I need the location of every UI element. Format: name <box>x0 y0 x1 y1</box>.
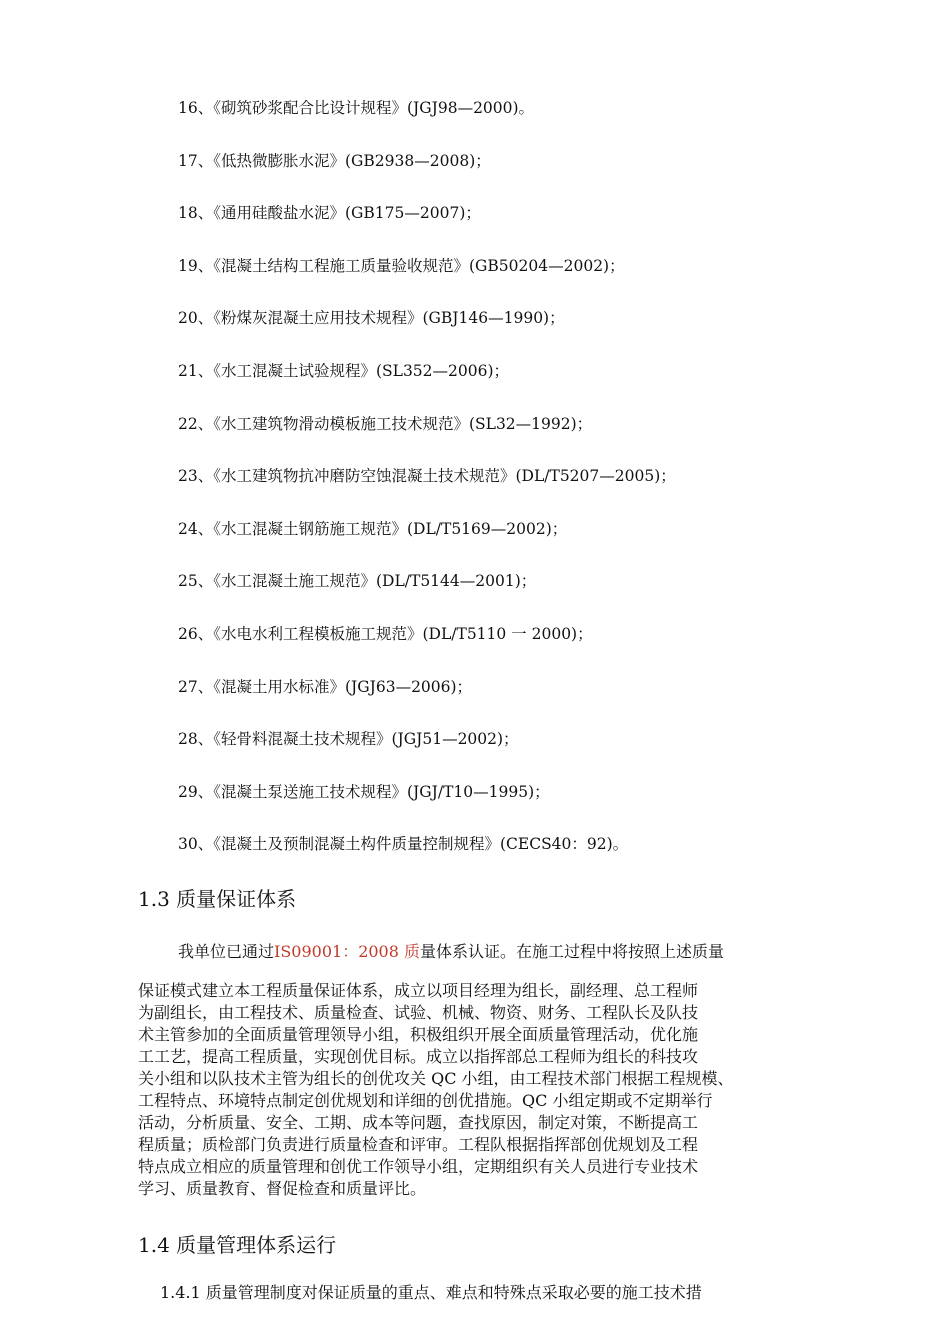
standard-number: 28、 <box>178 730 214 748</box>
standard-list-item <box>178 571 536 591</box>
standard-number: 17、 <box>178 152 214 170</box>
body-line: 特点成立相应的质量管理和创优工作领导小组，定期组织有关人员进行专业技术 <box>138 1157 699 1176</box>
standard-number: 21、 <box>178 362 214 380</box>
standard-number: 27、 <box>178 678 214 696</box>
body-line: 工程特点、环境特点制定创优规划和详细的创优措施。QC 小组定期或不定期举行 <box>138 1091 713 1110</box>
standard-list-item <box>178 414 592 434</box>
standard-list-item <box>178 151 491 171</box>
standard-title: 《低热微膨胀水泥》(GB2938—2008)； <box>213 152 491 170</box>
standard-number: 25、 <box>178 572 214 590</box>
standard-list-item <box>178 782 550 802</box>
standard-list-item <box>178 361 509 381</box>
standard-title: 《混凝土结构工程施工质量验收规范》(GB50204—2002)； <box>213 257 625 275</box>
body-line: 术主管参加的全面质量管理领导小组，积极组织开展全面质量管理活动，优化施 <box>138 1025 699 1044</box>
standard-number: 29、 <box>178 783 214 801</box>
standard-list-item <box>178 677 472 697</box>
standard-title: 《通用硅酸盐水泥》(GB175—2007)； <box>213 204 481 222</box>
standard-title: 《水电水利工程模板施工规范》(DL/T5110 一 2000)； <box>213 625 593 643</box>
intro-before: 我单位已通过 <box>178 942 275 961</box>
body-line: 为副组长，由工程技术、质量检查、试验、机械、物资、财务、工程队长及队技 <box>138 1003 699 1022</box>
body-line: 学习、质量教育、督促检查和质量评比。 <box>138 1179 427 1198</box>
body-line: 程质量；质检部门负责进行质量检查和评审。工程队根据指挥部创优规划及工程 <box>138 1135 699 1154</box>
body-line: 工工艺，提高工程质量，实现创优目标。成立以指挥部总工程师为组长的科技攻 <box>138 1047 699 1066</box>
standard-title: 《粉煤灰混凝土应用技术规程》(GBJ146—1990)； <box>213 309 565 327</box>
iso-certification-highlight: IS09001：2008 质 <box>274 942 421 961</box>
intro-line <box>138 941 838 963</box>
standard-list-item <box>178 308 565 328</box>
standard-title: 《水工混凝土施工规范》(DL/T5144—2001)； <box>213 572 537 590</box>
standard-title: 《混凝土及预制混凝土构件质量控制规程》(CECS40：92)。 <box>213 835 629 853</box>
standard-number: 18、 <box>178 204 214 222</box>
standard-title: 《混凝土用水标准》(JGJ63—2006)； <box>213 678 473 696</box>
standard-list-item <box>178 203 481 223</box>
standard-list-item <box>178 466 676 486</box>
standard-title: 《水工建筑物滑动模板施工技术规范》(SL32—1992)； <box>213 415 593 433</box>
standard-number: 24、 <box>178 520 214 538</box>
body-line: 保证模式建立本工程质量保证体系，成立以项目经理为组长，副经理、总工程师 <box>138 981 699 1000</box>
standard-list-item <box>178 729 519 749</box>
standard-number: 26、 <box>178 625 214 643</box>
standard-title: 《轻骨料混凝土技术规程》(JGJ51—2002)； <box>213 730 519 748</box>
standard-number: 23、 <box>178 467 214 485</box>
section-1-4-1-text: 1.4.1 质量管理制度对保证质量的重点、难点和特殊点采取必要的施工技术措 <box>160 1283 702 1302</box>
standard-number: 19、 <box>178 257 214 275</box>
standard-title: 《砌筑砂浆配合比设计规程》(JGJ98—2000)。 <box>213 99 535 117</box>
standard-number: 30、 <box>178 835 214 853</box>
standard-title: 《混凝土泵送施工技术规程》(JGJ/T10—1995)； <box>213 783 550 801</box>
section-1-3-intro <box>138 941 838 963</box>
standard-number: 16、 <box>178 99 214 117</box>
standard-list-item <box>178 256 625 276</box>
intro-after: 量体系认证。在施工过程中将按照上述质量 <box>420 942 725 961</box>
standard-list-item <box>178 519 567 539</box>
body-line: 关小组和以队技术主管为组长的创优攻关 QC 小组，由工程技术部门根据工程规模、 <box>138 1069 734 1088</box>
standard-title: 《水工建筑物抗冲磨防空蚀混凝土技术规范》(DL/T5207—2005)； <box>213 467 676 485</box>
standard-list-item <box>178 98 534 118</box>
standard-number: 22、 <box>178 415 214 433</box>
standard-number: 20、 <box>178 309 214 327</box>
section-1-4-title: 1.4 质量管理体系运行 <box>138 1233 337 1257</box>
standard-title: 《水工混凝土试验规程》(SL352—2006)； <box>213 362 510 380</box>
section-1-3-body <box>138 980 838 1200</box>
section-1-3-title: 1.3 质量保证体系 <box>138 887 297 911</box>
standard-list-item <box>178 834 628 854</box>
standard-title: 《水工混凝土钢筋施工规范》(DL/T5169—2002)； <box>213 520 568 538</box>
standard-list-item <box>178 624 593 644</box>
body-line: 活动，分析质量、安全、工期、成本等问题，查找原因，制定对策，不断提高工 <box>138 1113 699 1132</box>
